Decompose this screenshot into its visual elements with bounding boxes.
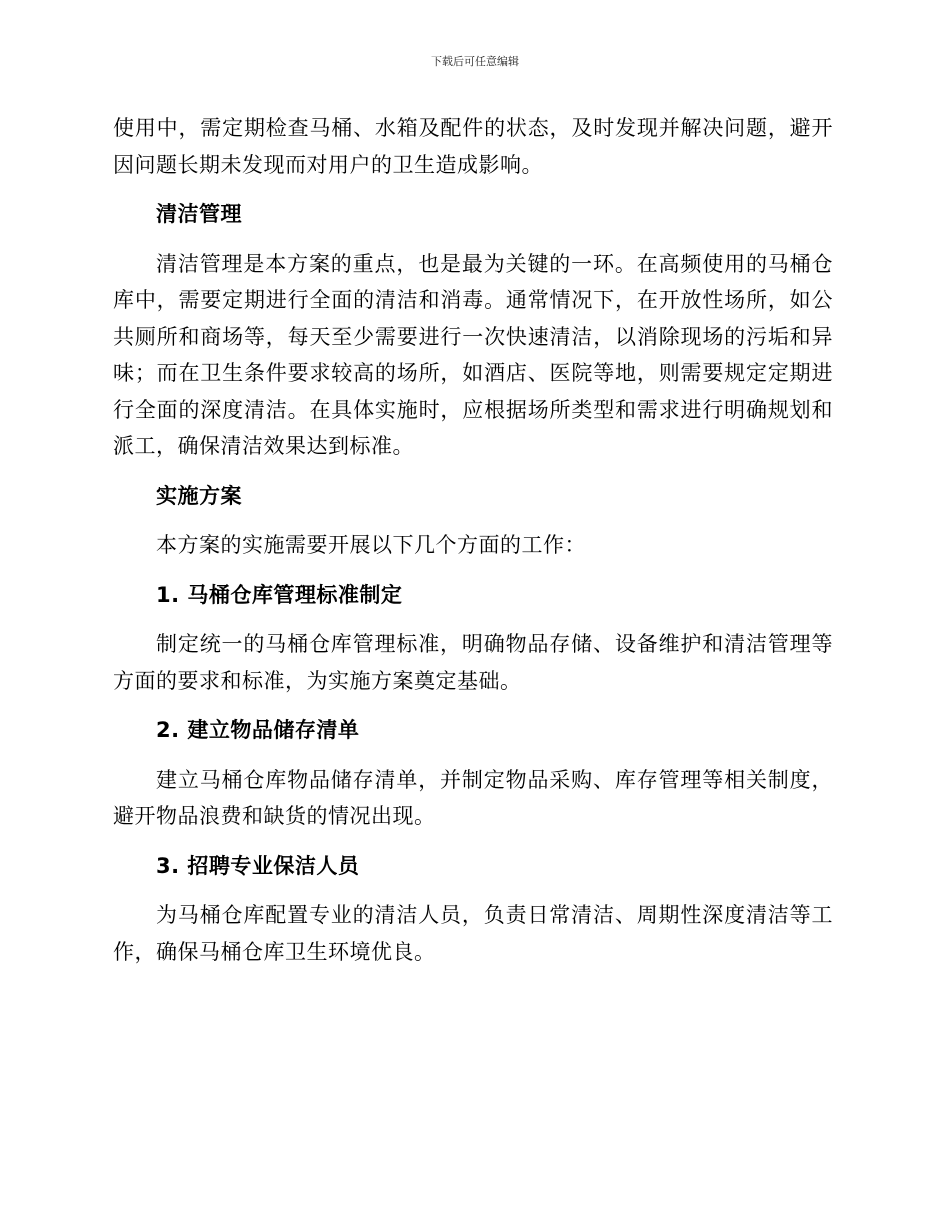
document-body [113, 110, 833, 983]
paragraph-maintenance-continued: 使用中，需定期检查马桶、水箱及配件的状态，及时发现并解决问题，避开因问题长期未发现而对用户的卫生造成影响。 [113, 116, 833, 177]
paragraph-hire-cleaners: 为马桶仓库配置专业的清洁人员，负责日常清洁、周期性深度清洁等工作，确保马桶仓库卫生环境优良。 [113, 903, 833, 964]
subheading-standard-setting: 1. 马桶仓库管理标准制定 [156, 582, 403, 607]
subheading-storage-list: 2. 建立物品储存清单 [156, 718, 360, 742]
paragraph-standard-setting: 制定统一的马桶仓库管理标准，明确物品存储、设备维护和清洁管理等方面的要求和标准，为实施方案奠定基础。 [113, 632, 833, 693]
paragraph-cleaning-management: 清洁管理是本方案的重点，也是最为关键的一环。在高频使用的马桶仓库中，需要定期进行全面的清洁和消毒。通常情况下，在开放性场所，如公共厕所和商场等，每天至少需要进行一次快速清洁，以消除现场的污垢和异味；而在卫生条件要求较高的场所，如酒店、医院等地，则需要规定定期进行全面的深度清洁。在具体实施时，应根据场所类型和需求进行明确规划和派工，确保清洁效果达到标准。 [113, 251, 833, 458]
paragraph-implementation-intro: 本方案的实施需要开展以下几个方面的工作： [156, 533, 586, 557]
section-heading-implementation-plan: 实施方案 [156, 483, 242, 508]
page-header: 下载后可任意编辑 [431, 55, 519, 68]
subheading-hire-cleaners: 3. 招聘专业保洁人员 [156, 853, 360, 878]
section-heading-cleaning-management: 清洁管理 [156, 202, 242, 226]
paragraph-storage-list: 建立马桶仓库物品储存清单，并制定物品采购、库存管理等相关制度，避开物品浪费和缺货的情况出现。 [113, 767, 833, 828]
